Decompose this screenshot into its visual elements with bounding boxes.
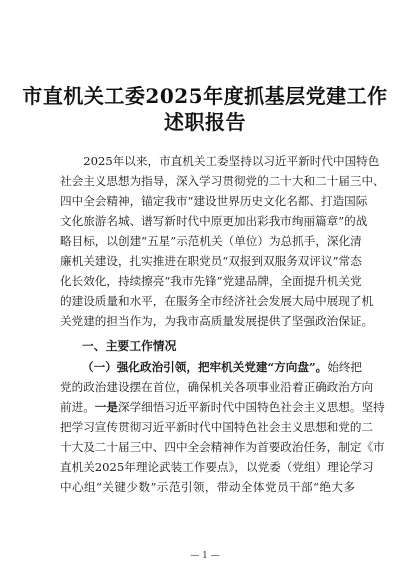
- paragraph-line: 文化旅游名城、谱写新时代中原更加出彩我市绚丽篇章”的战: [60, 214, 368, 228]
- document-title-line2: 述职报告: [164, 110, 246, 134]
- paragraph-text: 前进。: [60, 400, 95, 414]
- paragraph-line: 化长效化，持续擦亮“我市先锋”党建品牌，全面提升机关党: [60, 274, 362, 288]
- document-title-line1: 市直机关工委2025年度抓基层党建工作: [22, 84, 388, 108]
- subsection-heading: （一）强化政治引领，把牢机关党建“方向盘”。: [82, 360, 328, 374]
- paragraph-line: [60, 399, 385, 415]
- paragraph-line: 社会主义思想为指导，深入学习贯彻党的二十大和二十届三中、: [60, 174, 385, 188]
- paragraph-line: 直机关2025年理论武装工作要点》，以党委（党组）理论学习: [60, 460, 374, 474]
- page-number: — 1 —: [190, 551, 220, 561]
- paragraph-text: 深学细悟习近平新时代中国特色社会主义思想。坚持: [118, 400, 385, 414]
- paragraph-line: 2025年以来，市直机关工委坚持以习近平新时代中国特色: [60, 154, 380, 168]
- point-label: 一是: [94, 400, 118, 414]
- paragraph-line: 廉机关建设，扎实推进在职党员“双报到双服务双评议”常态: [60, 254, 362, 268]
- paragraph-line: 把学习宣传贯彻习近平新时代中国特色社会主义思想和党的二: [60, 420, 374, 434]
- paragraph-line: 略目标，以创建“五星”示范机关（单位）为总抓手，深化清: [60, 234, 362, 248]
- paragraph-line: 十大及二十届三中、四中全会精神作为首要政治任务，制定《市: [60, 440, 385, 454]
- paragraph-line: 四中全会精神，锚定我市“建设世界历史文化名都、打造国际: [60, 194, 368, 208]
- paragraph-line: 的建设质量和水平，在服务全市经济社会发展大局中展现了机: [60, 294, 374, 308]
- section-heading: 一、主要工作情况: [82, 339, 177, 353]
- subsection-line: [82, 359, 363, 375]
- subsection-text: 始终把: [327, 360, 363, 374]
- paragraph-line: 中心组“关键少数”示范引领，带动全体党员干部“绝大多: [60, 480, 355, 494]
- paragraph-line: 关党建的担当作为，为我市高质量发展提供了坚强政治保证。: [60, 314, 374, 328]
- paragraph-line: 党的政治建设摆在首位，确保机关各项事业沿着正确政治方向: [60, 380, 374, 394]
